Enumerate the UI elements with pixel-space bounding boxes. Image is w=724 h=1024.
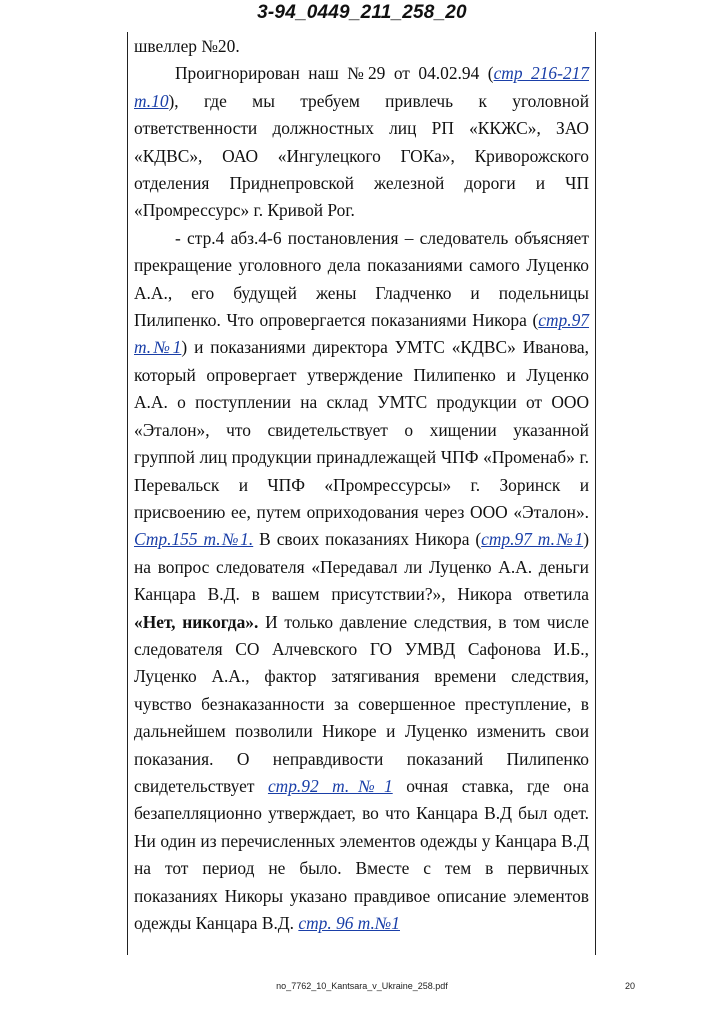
paragraph-text: ) и показаниями директора УМТС «КДВС» Иванова, который опровергает утверждение Пилипенко и Луценко А.А. о поступлении на склад УМТС продукции от ООО «Эталон», что свидетельствует о хищении указанной группой лиц продукции принадлежащей ЧПФ «Променаб» г. Перевальск и ЧПФ «Промрессурсы» г. Зоринск и присвоению ее, путем оприходования через ООО «Эталон». — [134, 337, 590, 522]
footer-page-number: 20 — [625, 981, 636, 991]
right-margin-rule — [595, 32, 596, 955]
paragraph-text: Проигнорирован наш №29 от 04.02.94 ( — [175, 63, 494, 84]
paragraph-text: очная ставка, где она безапелляционно утверждает, во что Канцара В.Д был одет. Ни один из перечисленных элементов одежды у Канцара В.Д на тот период не было. Вместе с тем в первичных показаниях Никоры указано правдивое описание элементов одежды Канцара В.Д. — [134, 775, 589, 933]
paragraph-investigator-claims — [134, 225, 589, 938]
paragraph-text: И только давление следствия, в том числе следователя СО Алчевского ГО УМВД Сафонова И.Б., Луценко А.А., фактор затягивания времени следствия, чувство безнаказанности за совершенное преступление, в дальнейшем позволили Никоре и Луценко изменить свои показания. О неправдивости показаний Пилипенко свидетельствует — [134, 611, 589, 796]
reference-link[interactable]: стр. 96 т.№1 — [298, 913, 400, 933]
paragraph-continuation — [134, 33, 589, 60]
footer-filename: no_7762_10_Kantsara_v_Ukraine_258.pdf — [276, 981, 448, 991]
reference-link[interactable]: стр.97 т.№1 — [134, 310, 589, 358]
document-body — [134, 33, 589, 937]
paragraph-text: ), где мы требуем привлечь к уголовной ответственности должностных лиц РП «ККЖС», ЗАО «КДВС», ОАО «Ингулецкого ГОКа», Криворожского отделения Приднепровской железной дороги и ЧП «Промрессурс» г. Кривой Рог. — [134, 90, 589, 221]
paragraph-text: В своих показаниях Никора ( — [253, 529, 482, 550]
reference-link[interactable]: Стр.155 т.№1. — [134, 529, 254, 550]
reference-link[interactable]: стр.92 т.№1 — [267, 775, 393, 796]
paragraph-text: швеллер №20. — [134, 36, 240, 56]
bold-quote: «Нет, никогда». — [134, 611, 259, 632]
paragraph-text: - стр.4 абз.4-6 постановления – следователь объясняет прекращение уголовного дела показаниями самого Луценко А.А., его будущей жены Гладченко и подельницы Пилипенко. Что опровергается показаниями Никора ( — [134, 227, 589, 331]
paragraph-ignored-request — [134, 60, 589, 224]
page-header-title: 3-94_0449_211_258_20 — [257, 2, 467, 23]
paragraph-text: ) на вопрос следователя «Передавал ли Луценко А.А. деньги Канцара В.Д. в вашем присутствии?», Никора ответила — [134, 529, 589, 605]
left-margin-rule — [127, 32, 128, 955]
reference-link[interactable]: стр 216-217 т.10 — [134, 63, 589, 111]
reference-link[interactable]: стр.97 т.№1 — [481, 529, 584, 550]
